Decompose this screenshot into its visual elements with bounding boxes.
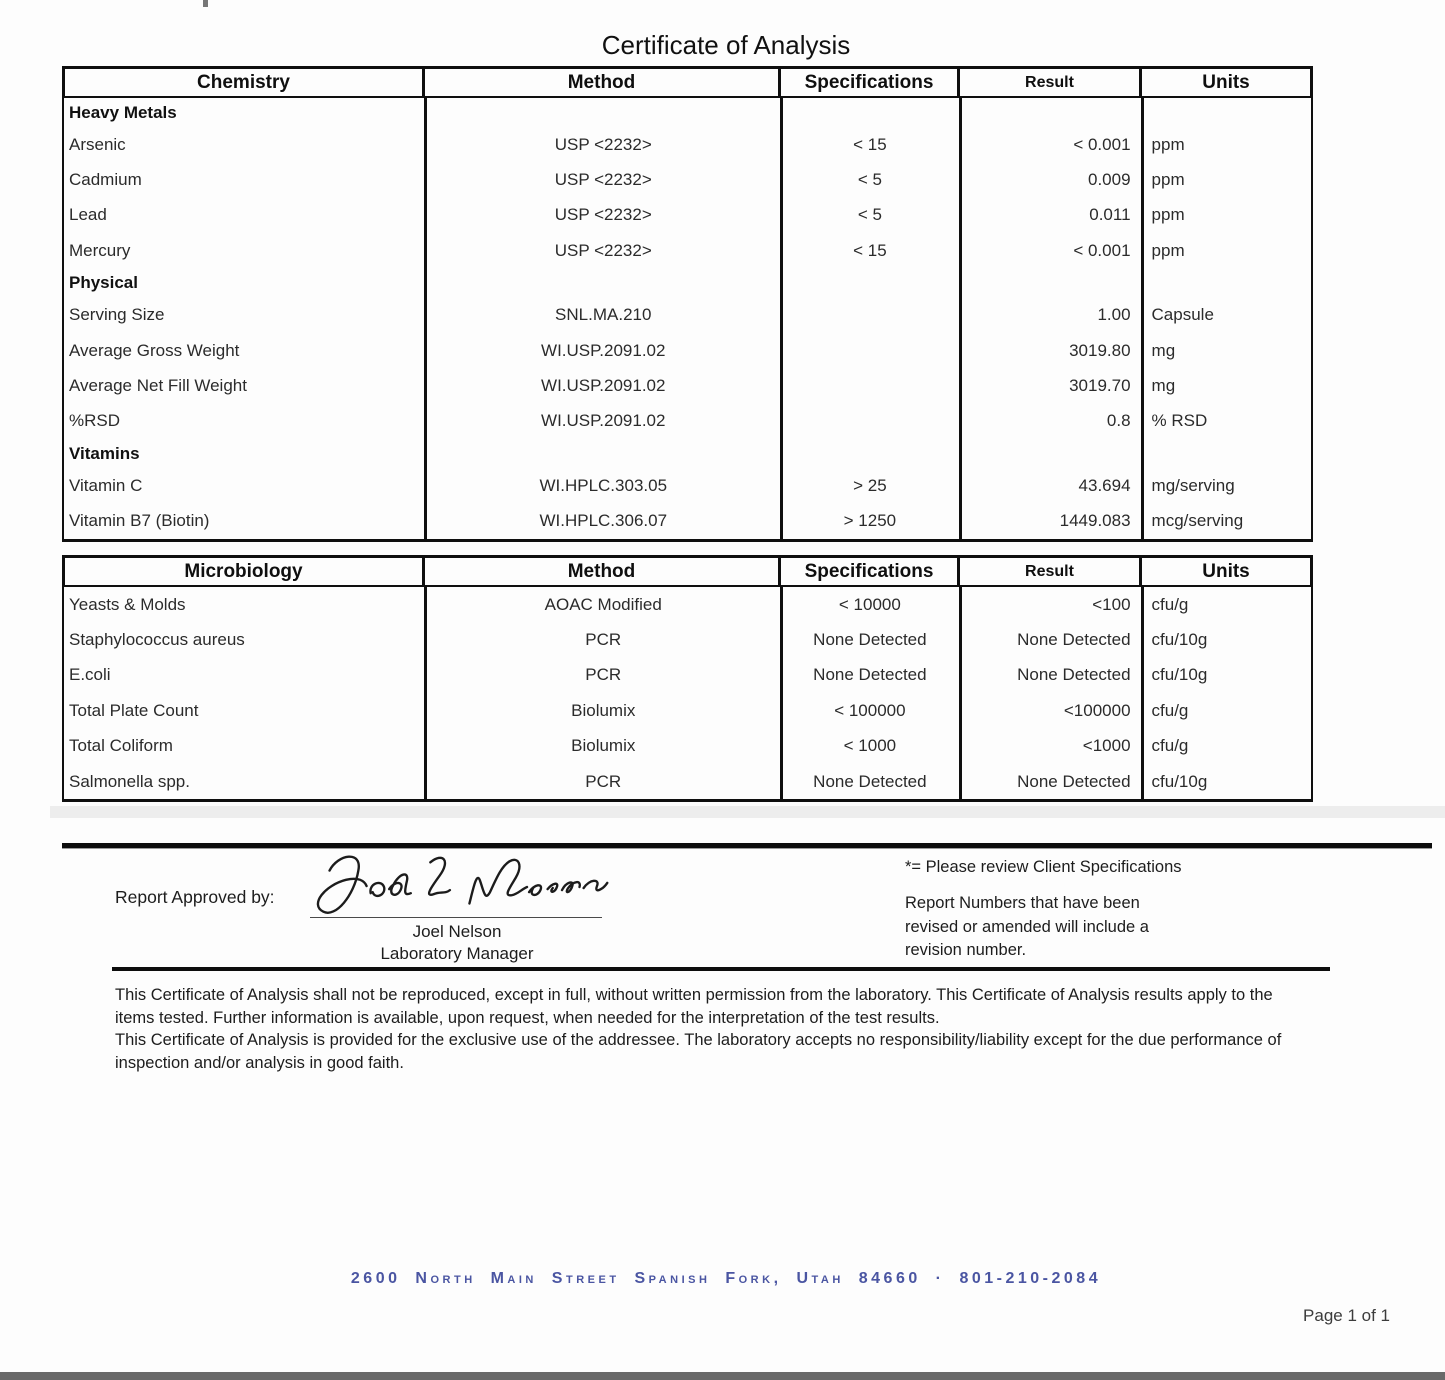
cell-name: Yeasts & Molds (69, 594, 186, 614)
cell-method: WI.USP.2091.02 (541, 411, 666, 431)
cell-result: < 0.001 (1073, 134, 1131, 154)
cell-result: None Detected (1017, 665, 1131, 685)
cell-units: % RSD (1151, 411, 1208, 431)
cell-units: mg/serving (1151, 475, 1235, 495)
cell-name: Average Net Fill Weight (69, 376, 247, 396)
table-row (64, 333, 1311, 368)
cell-name: Arsenic (69, 134, 126, 154)
cell-result: None Detected (1017, 771, 1131, 791)
disclaimer-divider-rule (112, 967, 1330, 971)
table-row (64, 658, 1311, 693)
column-header-method: Method (422, 555, 781, 588)
table-section-row (64, 269, 1311, 298)
table-row (64, 162, 1311, 197)
cell-name: E.coli (69, 665, 111, 685)
cell-units: mg (1151, 340, 1176, 360)
column-header-result: Result (957, 555, 1142, 588)
column-divider (780, 587, 783, 799)
cell-name: Total Plate Count (69, 700, 199, 720)
microbiology-table (62, 555, 1313, 802)
cell-method: PCR (585, 665, 622, 685)
lab-address-footer: 2600 North Main Street Spanish Fork, Utah 84660 · 801-210-2084 (350, 1270, 1102, 1287)
scan-shading-band (50, 806, 1445, 818)
cell-spec: < 10000 (838, 594, 901, 614)
cell-units: cfu/g (1151, 736, 1189, 756)
column-divider (780, 98, 783, 539)
cell-units: cfu/g (1151, 594, 1189, 614)
cell-method: AOAC Modified (544, 594, 662, 614)
cell-name: Physical (69, 273, 138, 293)
table-row (64, 622, 1311, 657)
column-divider (1141, 587, 1144, 799)
cell-spec: < 15 (853, 134, 887, 154)
cell-result: 1449.083 (1059, 511, 1131, 531)
cell-result: 3019.70 (1069, 376, 1131, 396)
cell-name: Salmonella spp. (69, 771, 190, 791)
cell-method: WI.USP.2091.02 (541, 376, 666, 396)
table-row (64, 298, 1311, 333)
cell-name: %RSD (69, 411, 121, 431)
cell-method: USP <2232> (554, 205, 652, 225)
column-header-units: Units (1139, 555, 1313, 588)
column-header-chemistry: Chemistry (62, 66, 425, 99)
cell-name: Vitamin B7 (Biotin) (69, 511, 210, 531)
chemistry-table (62, 66, 1313, 542)
cell-name: Lead (69, 205, 107, 225)
column-divider (959, 587, 962, 799)
table-row (64, 198, 1311, 233)
disclaimer-paragraph-1: This Certificate of Analysis shall not be reproduced, except in full, without written permission from the laboratory. This Certificate of Analysis results apply to the items tested. Further information is available, upon request, when needed for the interpretation of the test results. (115, 986, 1273, 1027)
cell-result: <100 (1092, 594, 1131, 614)
cell-method: WI.USP.2091.02 (541, 340, 666, 360)
report-approved-by-label: Report Approved by: (115, 887, 275, 907)
cell-method: USP <2232> (554, 134, 652, 154)
cell-name: Average Gross Weight (69, 340, 240, 360)
cell-name: Mercury (69, 240, 131, 260)
cell-result: 0.011 (1089, 205, 1131, 225)
disclaimer-paragraph-2: This Certificate of Analysis is provided for the exclusive use of the addressee. The laboratory accepts no responsibility/liability except for the due performance of inspection and/or analysis in good faith. (115, 1031, 1282, 1072)
table-row (64, 693, 1311, 728)
microbiology-table-header (62, 555, 1313, 588)
cell-name: Total Coliform (69, 736, 173, 756)
scan-artifact (203, 0, 208, 7)
cell-spec: < 15 (853, 240, 887, 260)
cell-result: <1000 (1082, 736, 1131, 756)
table-row (64, 404, 1311, 439)
microbiology-table-body (62, 587, 1313, 802)
column-header-microbiology: Microbiology (62, 555, 425, 588)
cell-spec: None Detected (813, 630, 927, 650)
column-header-method: Method (422, 66, 781, 99)
table-row (64, 587, 1311, 622)
cell-spec: None Detected (813, 771, 927, 791)
cell-result: 0.8 (1106, 411, 1131, 431)
cell-spec: None Detected (813, 665, 927, 685)
cell-units: ppm (1151, 240, 1185, 260)
cell-method: PCR (585, 630, 622, 650)
page-title: Certificate of Analysis (601, 30, 851, 60)
cell-units: cfu/10g (1151, 630, 1208, 650)
table-section-row (64, 98, 1311, 127)
cell-spec: < 5 (857, 205, 882, 225)
cell-method: PCR (585, 771, 622, 791)
cell-units: ppm (1151, 134, 1185, 154)
cell-spec: < 5 (857, 170, 882, 190)
column-divider (424, 98, 427, 539)
cell-method: Biolumix (571, 736, 636, 756)
cell-method: USP <2232> (554, 170, 652, 190)
client-specifications-note: *= Please review Client Specifications (905, 858, 1182, 876)
cell-method: WI.HPLC.306.07 (539, 511, 668, 531)
scan-bottom-edge (0, 1372, 1445, 1380)
cell-result: < 0.001 (1073, 240, 1131, 260)
column-header-result: Result (957, 66, 1142, 99)
column-divider (1141, 98, 1144, 539)
cell-spec: > 1250 (843, 511, 897, 531)
cell-units: Capsule (1151, 305, 1214, 325)
cell-spec: < 100000 (834, 700, 906, 720)
cell-units: cfu/10g (1151, 665, 1208, 685)
cell-spec: < 1000 (843, 736, 897, 756)
revision-note: Report Numbers that have been revised or amended will include a revision number. (905, 894, 1149, 959)
chemistry-table-header (62, 66, 1313, 99)
cell-units: mcg/serving (1151, 511, 1244, 531)
table-row (64, 504, 1311, 539)
column-divider (424, 587, 427, 799)
table-row (64, 368, 1311, 403)
cell-units: cfu/g (1151, 700, 1189, 720)
table-row (64, 233, 1311, 268)
cell-result: 43.694 (1078, 475, 1131, 495)
signer-title: Laboratory Manager (380, 944, 534, 963)
cell-name: Vitamins (69, 443, 140, 463)
cell-name: Staphylococcus aureus (69, 630, 245, 650)
cell-name: Serving Size (69, 305, 165, 325)
column-header-units: Units (1139, 66, 1313, 99)
table-row (64, 127, 1311, 162)
cell-result: 0.009 (1087, 170, 1131, 190)
column-divider (959, 98, 962, 539)
cell-units: cfu/10g (1151, 771, 1208, 791)
column-header-specifications: Specifications (778, 66, 960, 99)
cell-units: ppm (1151, 170, 1185, 190)
table-row (64, 468, 1311, 503)
chemistry-table-body (62, 98, 1313, 542)
cell-method: SNL.MA.210 (555, 305, 652, 325)
signature-line (310, 917, 602, 918)
cell-units: mg (1151, 376, 1176, 396)
cell-method: Biolumix (571, 700, 636, 720)
cell-units: ppm (1151, 205, 1185, 225)
signer-name: Joel Nelson (412, 922, 502, 941)
cell-method: WI.HPLC.303.05 (539, 475, 668, 495)
cell-method: USP <2232> (554, 240, 652, 260)
cell-result: 3019.80 (1069, 340, 1131, 360)
table-row (64, 729, 1311, 764)
cell-spec: > 25 (853, 475, 887, 495)
cell-result: <100000 (1063, 700, 1131, 720)
cell-result: None Detected (1017, 630, 1131, 650)
table-section-row (64, 439, 1311, 468)
section-divider-rule (62, 843, 1432, 849)
page-number-label: Page 1 of 1 (1303, 1306, 1390, 1325)
cell-name: Cadmium (69, 170, 142, 190)
signature-image (298, 850, 610, 922)
cell-name: Heavy Metals (69, 102, 177, 122)
cell-result: 1.00 (1097, 305, 1131, 325)
cell-name: Vitamin C (69, 475, 143, 495)
disclaimer-text (115, 984, 1305, 1074)
column-header-specifications: Specifications (778, 555, 960, 588)
table-row (64, 764, 1311, 799)
